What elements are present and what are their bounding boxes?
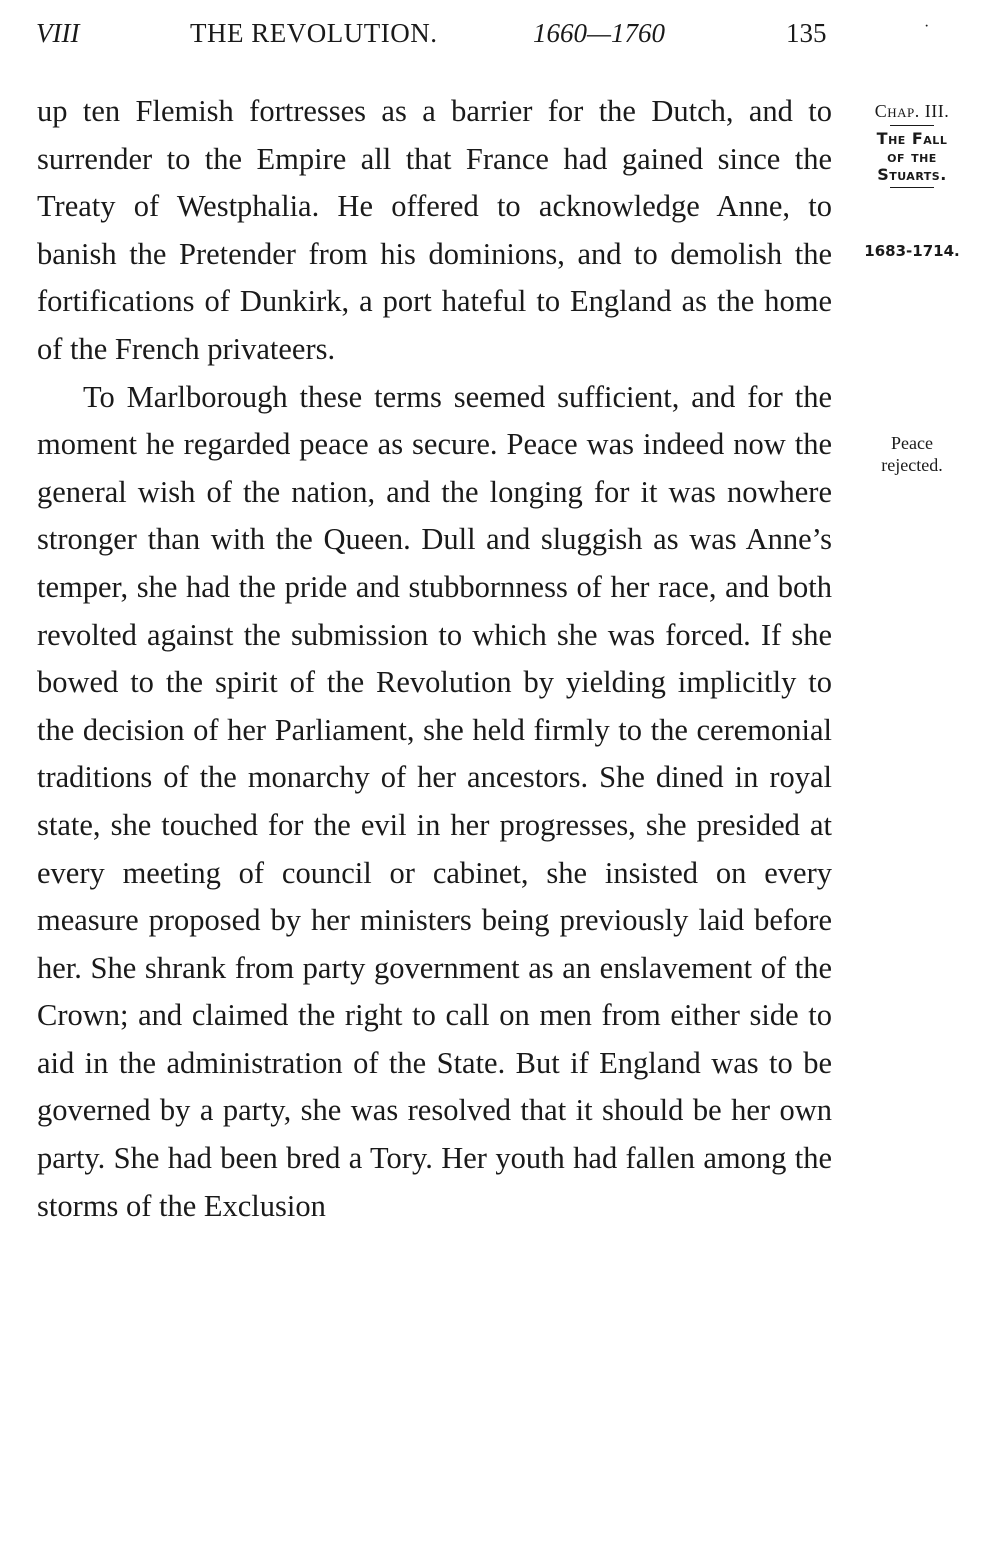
- running-title: THE REVOLUTION.: [190, 18, 438, 48]
- margin-chapter-note: [848, 100, 976, 192]
- margin-rule-top: [890, 125, 934, 126]
- running-header: [36, 18, 936, 58]
- stray-mark: ·: [924, 18, 930, 35]
- margin-note-line-1: Peace: [891, 433, 933, 453]
- paragraph-1: up ten Flemish fortresses as a barrier for the Dutch, and to surrender to the Empire all that France had gained since the Treaty of Westphalia. He offered to acknowledge Anne, to banish the Pretender from his dominions, and to demolish the fortifications of Dunkirk, a port hateful to England as the home of the French privateers.: [37, 94, 832, 366]
- margin-note-peace: [848, 432, 976, 476]
- margin-years: 1683-1714.: [864, 242, 960, 260]
- volume-number: VIII: [36, 18, 80, 48]
- margin-rule-bottom: [890, 187, 934, 188]
- body-text: [37, 88, 832, 1230]
- running-dates: 1660—1760: [533, 18, 666, 48]
- section-title-line-3: Stuarts.: [877, 165, 947, 184]
- paragraph-2: To Marlborough these terms seemed sufficient, and for the moment he regarded peace as secure. Peace was indeed now the general wish of the nation, and the longing for it was nowhere stronger than with the Queen. Dull and sluggish as was Anne’s temper, she had the pride and stubbornness of her race, and both revolted against the submission to which she was forced. If she bowed to the spirit of the Revolution by yielding implicitly to the decision of her Parliament, she held firmly to the ceremonial traditions of the monarchy of her ancestors. She dined in royal state, she touched for the evil in her progresses, she presided at every meeting of council or cabinet, she insisted on every measure proposed by her ministers being previously laid before her. She shrank from party government as an enslavement of the Crown; and claimed the right to call on men from either side to aid in the administration of the State. But if England was to be governed by a party, she was resolved that it should be her own party. She had been bred a Tory. Her youth had fallen among the storms of the Exclusion: [37, 379, 832, 1223]
- page-number: 135: [786, 18, 827, 48]
- section-title-line-2: of the: [887, 147, 937, 166]
- section-title-line-1: The Fall: [876, 129, 948, 148]
- chapter-label: Chap. III.: [874, 101, 950, 121]
- margin-note-line-2: rejected.: [881, 455, 943, 475]
